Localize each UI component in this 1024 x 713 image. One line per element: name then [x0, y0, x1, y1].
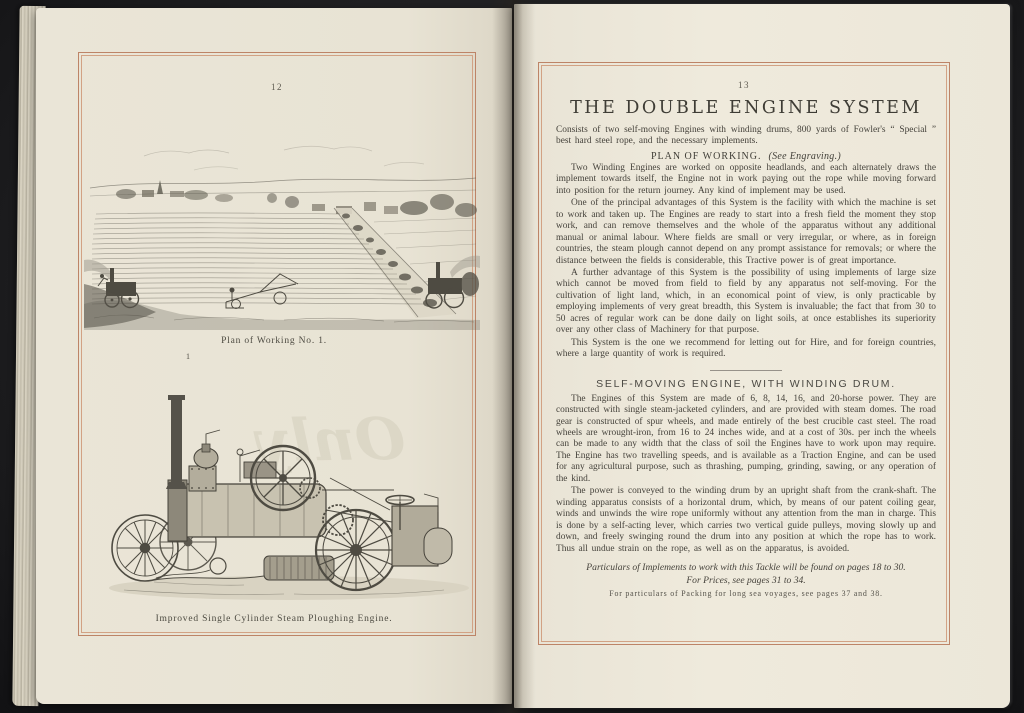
plan-of-working-heading: [556, 151, 936, 162]
intro-paragraph: Consists of two self-moving Engines with winding drums, 800 yards of Fowler's “ Special ” best hard steel rope, and the necessary implements.: [556, 125, 936, 147]
right-page-number: 13: [738, 80, 750, 90]
footer-note-prices: For Prices, see pages 31 to 34.: [686, 574, 806, 586]
paragraph: One of the principal advantages of this System is the facility with which the machine is set to work and taken up. The Engines are ready to start into a fresh field the moment they stop work, and can remove themselves and the whole of the apparatus without any additional manual or animal labour. Where fields are small or very irregular, or where, as in foreign countries, the steam plough cannot depend on any prompt assistance for removals; or where the distance between the fields is considerable, this Tractive power is of great importance.: [556, 198, 936, 266]
plate-mark: 1: [186, 352, 190, 361]
plan-heading-text: PLAN OF WORKING.: [650, 150, 762, 162]
show-through-text: Only: [256, 404, 406, 476]
paragraph: The power is conveyed to the winding drum by an upright shaft from the crank-shaft. The winding apparatus consists of a horizontal drum, which, by means of our patent coiling gear, winds and unwinds the wire rope uniformly without any attention from the man in charge. This is done by a self-acting lever, which carries two vertical guide pulleys, moving slowly up and down, and freely swinging round the drum into any position at which the rope has to work. Thus all undue strain on the rope, as well as on the apparatus, is avoided.: [556, 486, 936, 554]
paragraph: This System is the one we recommend for letting out for Hire, and for foreign countries, where a large quantity of work is required.: [556, 337, 936, 360]
section-heading: SELF-MOVING ENGINE, WITH WINDING DRUM.: [596, 377, 896, 390]
figure2-caption: Improved Single Cylinder Steam Ploughing Engine.: [155, 614, 393, 624]
page-title: THE DOUBLE ENGINE SYSTEM: [570, 98, 922, 118]
plan-heading-note: (See Engraving.): [768, 150, 842, 162]
figure1-caption: Plan of Working No. 1.: [221, 336, 327, 346]
section-divider: [710, 370, 782, 371]
right-page-text-column: [556, 98, 936, 598]
left-page: [36, 8, 512, 704]
footer-note-packing: For particulars of Packing for long sea voyages, see pages 37 and 38.: [609, 588, 883, 598]
plan-of-working-engraving: [84, 136, 480, 330]
paragraph: A further advantage of this System is the possibility of using implements of large size which cannot be moved from field to field by any apparatus not self-moving. For the cultivation of light land, which, in an economical point of view, is only practicable by employing implements of very great breadth, this System is invaluable; the fact that from 30 to 50 acres of regular work can be done daily on light soils, at once establishes its superiority over any other class of Machinery for that purpose.: [556, 267, 936, 336]
ploughing-engine-engraving: [94, 390, 486, 606]
paragraph: The Engines of this System are made of 6, 8, 14, 16, and 20-horse power. They are constructed with single steam-jacketed cylinders, and are provided with steam domes. The road gear is constructed of spur wheels, and made entirely of the best crucible cast steel. The road wheels are wrought-iron, from 16 to 24 inches wide, and at a cost of 30s. per inch the wheels can be made to any width that the class of soil the Engines have to work upon may require. The Engine has two travelling speeds, and is available as a Traction Engine, and can be used for any agricultural purpose, such as thrashing, pumping, grinding, sawing, or any operation of the kind.: [556, 393, 936, 484]
footer-note-implements: Particulars of Implements to work with this Tackle will be found on pages 18 to 30.: [586, 561, 906, 573]
left-page-number: 12: [271, 82, 283, 92]
right-page: [514, 4, 1010, 708]
paragraph: Two Winding Engines are worked on opposite headlands, and each alternately draws the implement towards itself, the Engine not in work paying out the rope while moving forward into position for the return journey. Any kind of implement may be used.: [556, 162, 936, 196]
